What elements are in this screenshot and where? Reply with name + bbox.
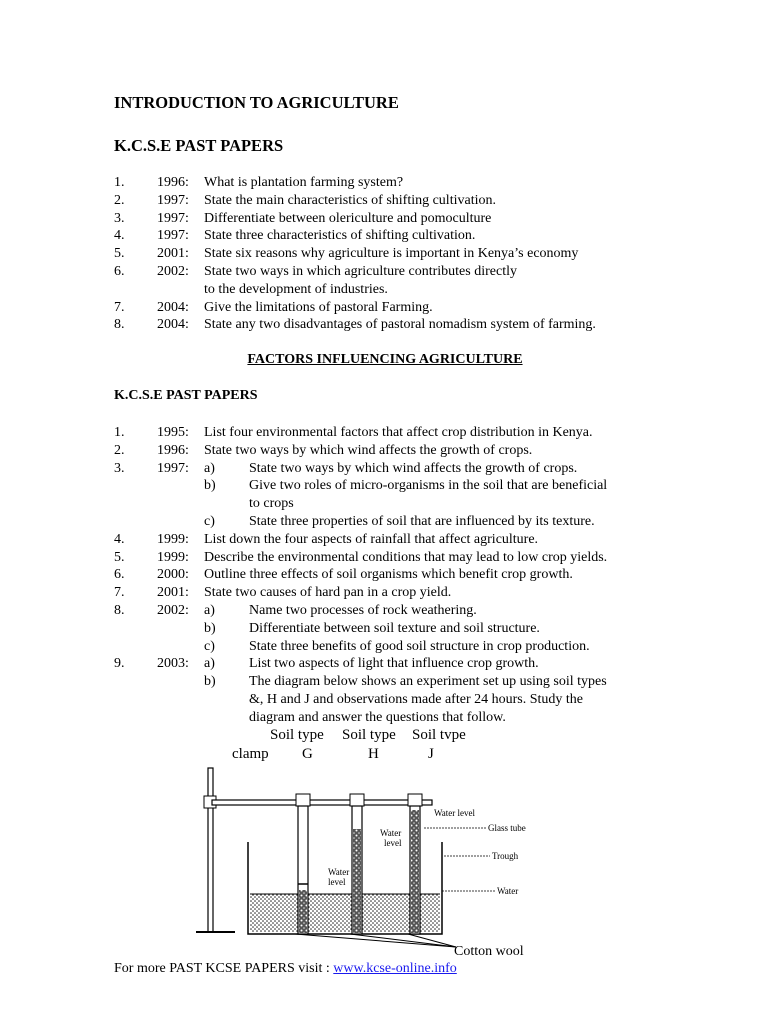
question-number: 9. <box>114 656 125 672</box>
question-text: Differentiate between soil texture and soil structure. <box>249 620 540 636</box>
sub-question-letter: a) <box>204 603 215 618</box>
question-year: 1999: <box>157 531 189 547</box>
question-year: 2002: <box>157 264 189 279</box>
question-text: Name two processes of rock weathering. <box>249 603 477 618</box>
question-year: 2001: <box>157 585 189 601</box>
question-text: Differentiate between olericulture and pomoculture <box>204 210 492 226</box>
glass-tube-g <box>296 794 310 934</box>
question-number: 8. <box>114 603 125 618</box>
glass-tube-h <box>350 794 364 934</box>
section-subtitle-factors: K.C.S.E PAST PAPERS <box>114 388 258 403</box>
question-text: to the development of industries. <box>204 281 388 297</box>
sub-question-letter: c) <box>204 514 215 529</box>
question-number: 2. <box>114 192 125 208</box>
question-number: 7. <box>114 299 125 315</box>
section-subtitle: K.C.S.E PAST PAPERS <box>114 136 284 155</box>
question-text: Outline three effects of soil organisms which benefit crop growth. <box>204 567 573 583</box>
question-number: 4. <box>114 228 125 244</box>
page-title: INTRODUCTION TO AGRICULTURE <box>114 93 399 112</box>
question-year: 1997: <box>157 192 189 208</box>
soil-experiment-diagram <box>190 724 560 958</box>
trough-label: Trough <box>492 851 519 861</box>
question-text: Give the limitations of pastoral Farming. <box>204 299 433 315</box>
question-text: diagram and answer the questions that follow. <box>249 709 506 725</box>
question-text: Describe the environmental conditions that may lead to low crop yields. <box>204 549 608 565</box>
footer-link[interactable]: www.kcse-online.info <box>333 961 457 976</box>
question-text: to crops <box>249 496 294 512</box>
question-text: List four environmental factors that affect crop distribution in Kenya. <box>204 425 593 440</box>
question-text: State three characteristics of shifting cultivation. <box>204 228 476 244</box>
question-text: The diagram below shows an experiment set up using soil types <box>249 674 607 690</box>
footer <box>114 961 457 977</box>
question-year: 2004: <box>157 317 189 333</box>
question-number: 5. <box>114 246 125 262</box>
question-text: State six reasons why agriculture is important in Kenya’s economy <box>204 246 579 262</box>
question-year: 1995: <box>157 425 189 440</box>
question-text: State two ways in which agriculture contributes directly <box>204 264 517 279</box>
question-text: State two ways by which wind affects the growth of crops. <box>204 442 533 458</box>
sub-question-letter: a) <box>204 656 215 672</box>
sub-question-letter: c) <box>204 638 215 654</box>
question-year: 1996: <box>157 175 189 190</box>
sub-question-letter: b) <box>204 674 216 690</box>
water-label: Water <box>497 886 519 896</box>
water-level-label-j: Water level <box>434 808 476 818</box>
question-number: 1. <box>114 175 125 190</box>
question-year: 2004: <box>157 299 189 315</box>
footer-text: For more PAST KCSE PAPERS visit : <box>114 961 334 976</box>
clamp-label: clamp <box>232 746 269 762</box>
water-level-label-g-line2: level <box>328 877 346 887</box>
question-year: 2002: <box>157 603 189 618</box>
question-number: 8. <box>114 317 125 333</box>
question-number: 6. <box>114 567 125 583</box>
water-level-label-h-line1: Water <box>380 828 402 838</box>
question-year: 2003: <box>157 656 189 672</box>
cotton-wool-label: Cotton wool <box>454 944 524 958</box>
question-number: 1. <box>114 425 125 440</box>
glass-tube-j <box>408 794 422 934</box>
soil-type-j-label: Soil tvpe <box>412 727 466 743</box>
question-text: What is plantation farming system? <box>204 175 404 190</box>
question-text: State the main characteristics of shifting cultivation. <box>204 192 496 208</box>
question-text: Give two roles of micro-organisms in the soil that are beneficial <box>249 478 608 494</box>
question-text: List down the four aspects of rainfall that affect agriculture. <box>204 531 539 547</box>
question-year: 1997: <box>157 460 189 476</box>
water-level-label-h-line2: level <box>384 838 402 848</box>
letter-g-label: G <box>302 746 313 762</box>
question-number: 7. <box>114 585 125 601</box>
question-text: &, H and J and observations made after 24 hours. Study the <box>249 692 583 707</box>
question-year: 1997: <box>157 210 189 226</box>
question-text: State three benefits of good soil structure in crop production. <box>249 638 590 654</box>
question-year: 1999: <box>157 549 189 565</box>
question-number: 4. <box>114 531 125 547</box>
question-text: State three properties of soil that are influenced by its texture. <box>249 514 595 529</box>
glass-tube-label: Glass tube <box>488 823 526 833</box>
soil-type-h-label: Soil type <box>342 727 396 743</box>
section-heading-factors <box>0 352 770 368</box>
question-year: 1996: <box>157 442 189 458</box>
question-year: 1997: <box>157 228 189 244</box>
sub-question-letter: b) <box>204 620 216 636</box>
question-text: State any two disadvantages of pastoral nomadism system of farming. <box>204 317 596 333</box>
question-text: State two causes of hard pan in a crop yield. <box>204 585 452 601</box>
letter-j-label: J <box>428 746 434 762</box>
section-heading-factors-text: FACTORS INFLUENCING AGRICULTURE <box>247 352 523 367</box>
question-number: 6. <box>114 264 125 279</box>
question-number: 5. <box>114 549 125 565</box>
water-level-label-g-line1: Water <box>328 867 350 877</box>
question-number: 2. <box>114 442 125 458</box>
sub-question-letter: b) <box>204 478 216 494</box>
question-year: 2001: <box>157 246 189 262</box>
question-text: List two aspects of light that influence crop growth. <box>249 656 539 672</box>
question-year: 2000: <box>157 567 189 583</box>
soil-type-g-label: Soil type <box>270 727 324 743</box>
sub-question-letter: a) <box>204 460 215 476</box>
question-number: 3. <box>114 460 125 476</box>
question-number: 3. <box>114 210 125 226</box>
question-text: State two ways by which wind affects the growth of crops. <box>249 460 578 476</box>
letter-h-label: H <box>368 746 379 762</box>
